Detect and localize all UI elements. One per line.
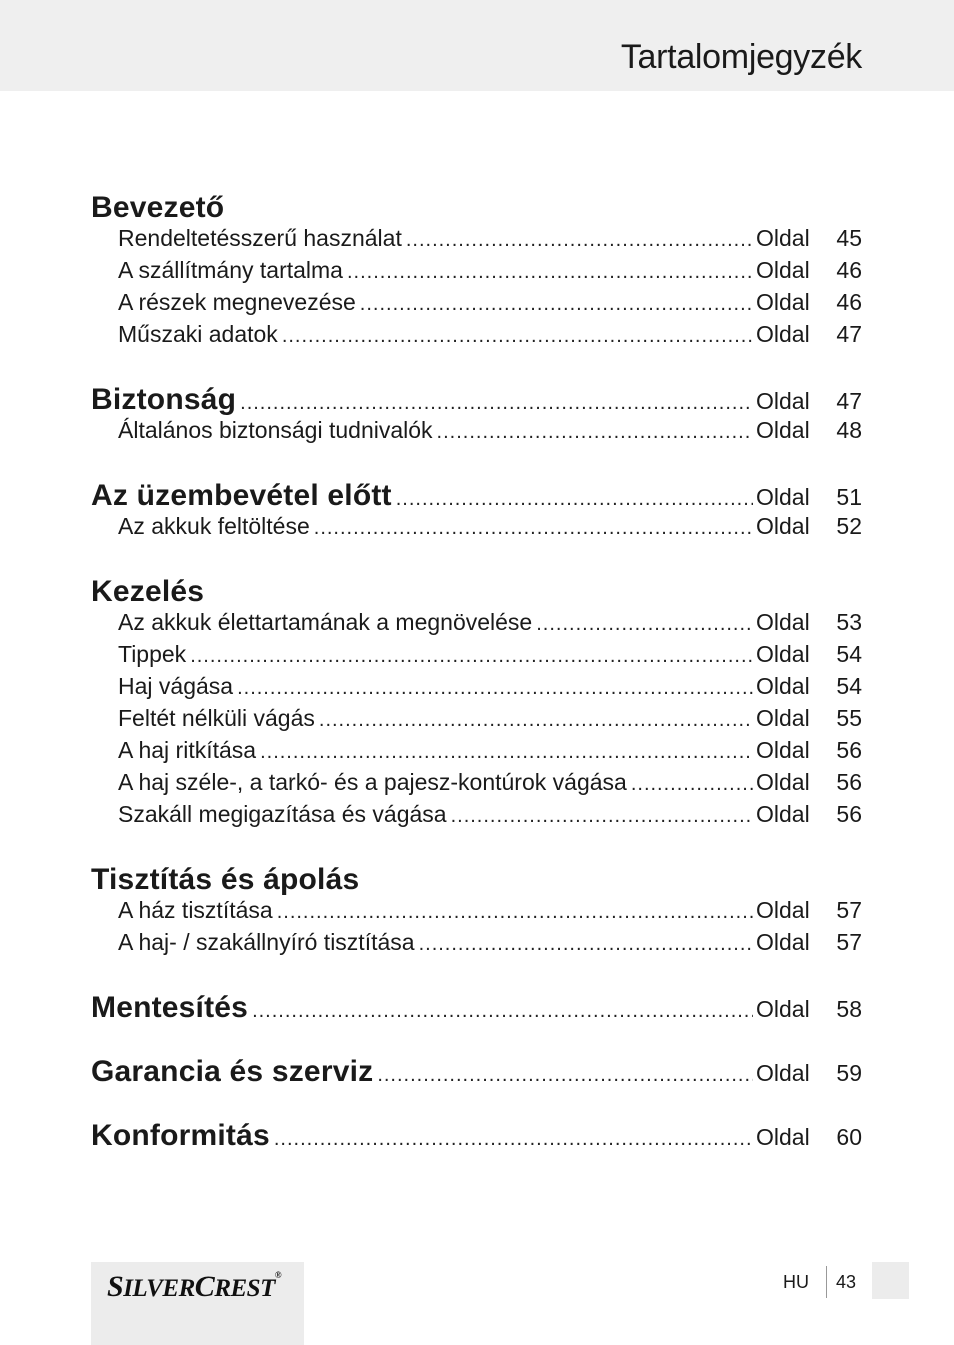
toc-heading-label: Garancia és szerviz — [91, 1055, 374, 1088]
footer-divider — [826, 1266, 827, 1298]
page-reference — [756, 417, 862, 444]
page-title: Tartalomjegyzék — [620, 38, 862, 76]
toc-heading-label: Tisztítás és ápolás — [91, 863, 360, 896]
toc-entry[interactable] — [118, 321, 862, 348]
toc-entry[interactable] — [118, 225, 862, 252]
page-reference — [756, 1060, 862, 1087]
toc-entry-label: A haj széle-, a tarkó- és a pajesz-kontúrok vágása — [118, 769, 627, 795]
dot-leader — [360, 293, 753, 316]
dot-leader — [277, 901, 753, 924]
dot-leader — [437, 421, 753, 444]
page-word: Oldal — [756, 673, 810, 699]
toc-entry-label: Az akkuk feltöltése — [118, 513, 310, 539]
toc-entry[interactable] — [118, 673, 862, 700]
page-reference — [756, 225, 862, 252]
toc-heading[interactable] — [91, 191, 862, 225]
page-reference — [756, 641, 862, 668]
toc-heading-label: Bevezető — [91, 191, 225, 224]
page-word: Oldal — [756, 769, 810, 795]
page-value: 56 — [836, 737, 862, 763]
page-reference — [756, 737, 862, 764]
toc-heading-label: Az üzembevétel előtt — [91, 479, 392, 512]
toc-entry-label: A haj- / szakállnyíró tisztítása — [118, 929, 415, 955]
toc-entry-label: Haj vágása — [118, 673, 234, 699]
page-word: Oldal — [756, 388, 810, 414]
brand-logo: SILVERCREST® — [107, 1270, 282, 1303]
page-value: 48 — [836, 417, 862, 443]
page-value: 54 — [836, 673, 862, 699]
page-word: Oldal — [756, 321, 810, 347]
page-value: 59 — [836, 1060, 862, 1086]
dot-leader — [314, 517, 753, 540]
dot-leader — [377, 1064, 753, 1087]
page-reference — [756, 289, 862, 316]
toc-entry-label: A haj ritkítása — [118, 737, 257, 763]
page-word: Oldal — [756, 705, 810, 731]
toc-entry[interactable] — [118, 513, 862, 540]
page-reference — [756, 705, 862, 732]
toc-entry[interactable] — [118, 609, 862, 636]
dot-leader — [451, 805, 753, 828]
toc-heading-label: Biztonság — [91, 383, 237, 416]
toc-heading-label: Konformitás — [91, 1119, 270, 1152]
dot-leader — [396, 488, 753, 511]
dot-leader — [252, 1000, 753, 1023]
page-value: 58 — [836, 996, 862, 1022]
toc-entry-label: Az akkuk élettartamának a megnövelése — [118, 609, 533, 635]
page-word: Oldal — [756, 417, 810, 443]
toc-entry-label: Műszaki adatok — [118, 321, 278, 347]
dot-leader — [631, 773, 753, 796]
toc-heading[interactable] — [91, 383, 862, 417]
page-value: 55 — [836, 705, 862, 731]
toc-entry-label: Feltét nélküli vágás — [118, 705, 315, 731]
toc-heading[interactable] — [91, 479, 862, 513]
page-reference — [756, 388, 862, 415]
dot-leader — [274, 1128, 753, 1151]
page-word: Oldal — [756, 484, 810, 510]
dot-leader — [190, 645, 753, 668]
page-reference — [756, 996, 862, 1023]
page-tab-marker — [872, 1262, 909, 1299]
toc-heading[interactable] — [91, 1055, 862, 1089]
page-value: 46 — [836, 289, 862, 315]
page-word: Oldal — [756, 289, 810, 315]
page-value: 57 — [836, 929, 862, 955]
page-word: Oldal — [756, 641, 810, 667]
dot-leader — [406, 229, 753, 252]
page-word: Oldal — [756, 257, 810, 283]
page-reference — [756, 801, 862, 828]
toc-entry-label: Szakáll megigazítása és vágása — [118, 801, 447, 827]
toc-entry[interactable] — [118, 801, 862, 828]
page-value: 54 — [836, 641, 862, 667]
dot-leader — [240, 392, 753, 415]
dot-leader — [419, 933, 753, 956]
page-reference — [756, 484, 862, 511]
page-value: 46 — [836, 257, 862, 283]
page-value: 56 — [836, 769, 862, 795]
page-value: 47 — [836, 388, 862, 414]
page-word: Oldal — [756, 996, 810, 1022]
toc-entry[interactable] — [118, 769, 862, 796]
page-value: 45 — [836, 225, 862, 251]
dot-leader — [260, 741, 753, 764]
toc-entry[interactable] — [118, 257, 862, 284]
toc-heading[interactable] — [91, 863, 862, 897]
toc-entry[interactable] — [118, 705, 862, 732]
toc-entry-label: A szállítmány tartalma — [118, 257, 343, 283]
page-reference — [756, 929, 862, 956]
page-value: 56 — [836, 801, 862, 827]
page-value: 60 — [836, 1124, 862, 1150]
page-value: 53 — [836, 609, 862, 635]
toc-entry-label: Általános biztonsági tudnivalók — [118, 417, 433, 443]
page-reference — [756, 609, 862, 636]
toc-heading-label: Kezelés — [91, 575, 205, 608]
page-word: Oldal — [756, 1060, 810, 1086]
page-reference — [756, 897, 862, 924]
dot-leader — [347, 261, 753, 284]
toc-entry-label: A ház tisztítása — [118, 897, 273, 923]
dot-leader — [536, 613, 753, 636]
page-reference — [756, 673, 862, 700]
page-number: 43 — [836, 1272, 857, 1292]
page-word: Oldal — [756, 1124, 810, 1150]
toc-entry[interactable] — [118, 929, 862, 956]
toc-entry[interactable] — [118, 737, 862, 764]
page-reference — [756, 257, 862, 284]
toc-heading[interactable] — [91, 1119, 862, 1153]
page-reference — [756, 321, 862, 348]
toc-heading-label: Mentesítés — [91, 991, 249, 1024]
toc-entry[interactable] — [118, 289, 862, 316]
page-word: Oldal — [756, 929, 810, 955]
page-word: Oldal — [756, 225, 810, 251]
page-reference — [756, 1124, 862, 1151]
toc-heading[interactable] — [91, 575, 862, 609]
toc-entry-label: Tippek — [118, 641, 187, 667]
dot-leader — [282, 325, 753, 348]
page-value: 51 — [836, 484, 862, 510]
toc-entry-label: A részek megnevezése — [118, 289, 356, 315]
toc-entry[interactable] — [118, 417, 862, 444]
page-word: Oldal — [756, 609, 810, 635]
page-value: 47 — [836, 321, 862, 347]
page-word: Oldal — [756, 897, 810, 923]
page-word: Oldal — [756, 801, 810, 827]
page-word: Oldal — [756, 513, 810, 539]
page-reference — [756, 513, 862, 540]
page-reference — [756, 769, 862, 796]
toc-entry-label: Rendeltetésszerű használat — [118, 225, 402, 251]
page-value: 57 — [836, 897, 862, 923]
page-value: 52 — [836, 513, 862, 539]
toc-entry[interactable] — [118, 897, 862, 924]
toc-entry[interactable] — [118, 641, 862, 668]
dot-leader — [319, 709, 753, 732]
dot-leader — [237, 677, 753, 700]
toc-heading[interactable] — [91, 991, 862, 1025]
language-code: HU — [783, 1272, 809, 1292]
page-word: Oldal — [756, 737, 810, 763]
